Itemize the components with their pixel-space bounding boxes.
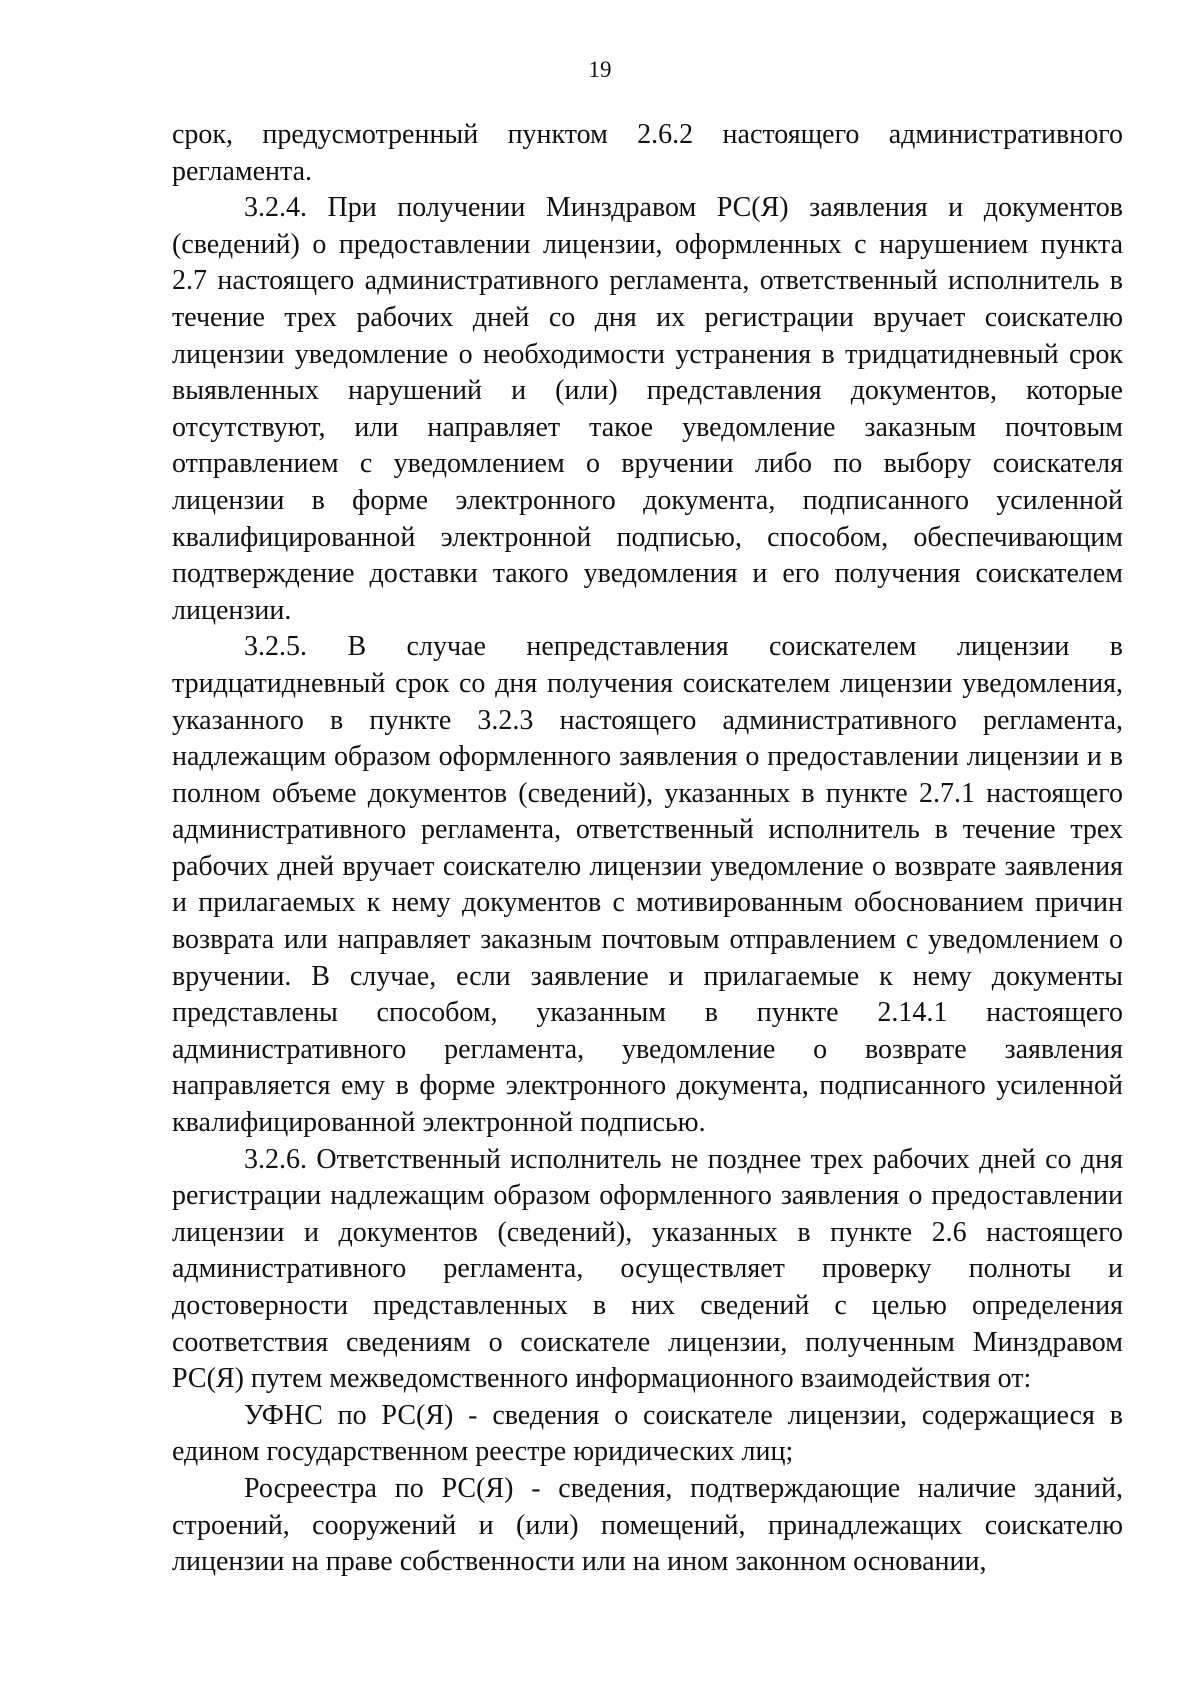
page-number: 19	[588, 57, 612, 82]
paragraph-ufns: УФНС по РС(Я) - сведения о соискателе лицензии, содержащиеся в едином государственном реестре юридических лиц;	[172, 1399, 1123, 1468]
document-body	[172, 117, 1123, 1581]
paragraph-rosreestr: Росреестра по РС(Я) - сведения, подтверждающие наличие зданий, строений, сооружений и (или) помещений, принадлежащих соискателю лицензии на праве собственности или на ином законном основании,	[172, 1472, 1123, 1578]
paragraph-3-2-6: 3.2.6. Ответственный исполнитель не позднее трех рабочих дней со дня регистрации надлежащим образом оформленного заявления о предоставлении лицензии и документов (сведений), указанных в пункте 2.6 настоящего административного регламента, осуществляет проверку полноты и достоверности представленных в них сведений с целью определения соответствия сведениям о соискателе лицензии, полученным Минздравом РС(Я) путем межведомственного информационного взаимодействия от:	[172, 1143, 1123, 1395]
paragraph-3-2-4: 3.2.4. При получении Минздравом РС(Я) заявления и документов (сведений) о предоставлении лицензии, оформленных с нарушением пункта 2.7 настоящего административного регламента, ответственный исполнитель в течение трех рабочих дней со дня их регистрации вручает соискателю лицензии уведомление о необходимости устранения в тридцатидневный срок выявленных нарушений и (или) представления документов, которые отсутствуют, или направляет такое уведомление заказным почтовым отправлением с уведомлением о вручении либо по выбору соискателя лицензии в форме электронного документа, подписанного усиленной квалифицированной электронной подписью, способом, обеспечивающим подтверждение доставки такого уведомления и его получения соискателем лицензии.	[172, 192, 1123, 626]
paragraph-continuation: срок, предусмотренный пунктом 2.6.2 настоящего административного регламента.	[172, 119, 1123, 187]
paragraph-3-2-5: 3.2.5. В случае непредставления соискателем лицензии в тридцатидневный срок со дня получения соискателем лицензии уведомления, указанного в пункте 3.2.3 настоящего административного регламента, надлежащим образом оформленного заявления о предоставлении лицензии и в полном объеме документов (сведений), указанных в пункте 2.7.1 настоящего административного регламента, ответственный исполнитель в течение трех рабочих дней вручает соискателю лицензии уведомление о возврате заявления и прилагаемых к нему документов с мотивированным обоснованием причин возврата или направляет заказным почтовым отправлением с уведомлением о вручении. В случае, если заявление и прилагаемые к нему документы представлены способом, указанным в пункте 2.14.1 настоящего административного регламента, уведомление о возврате заявления направляется ему в форме электронного документа, подписанного усиленной квалифицированной электронной подписью.	[172, 631, 1123, 1139]
